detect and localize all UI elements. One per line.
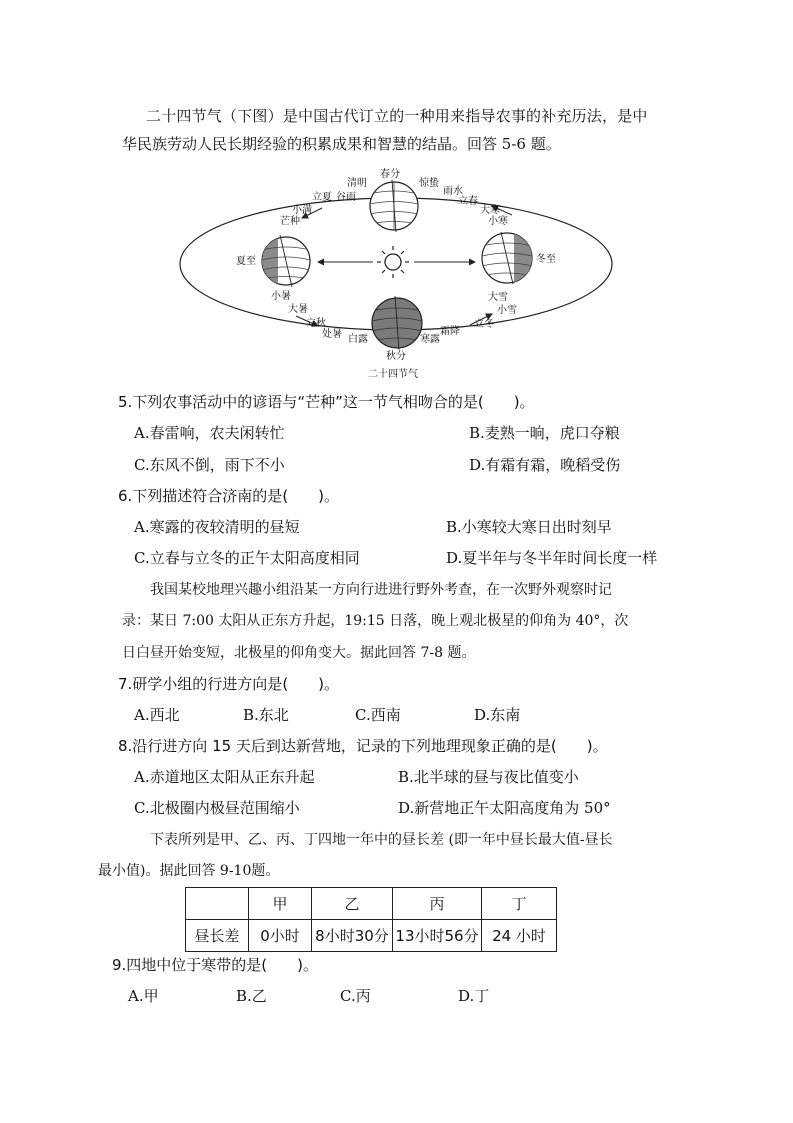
term-label: 清明	[347, 178, 367, 189]
q6-option-a[interactable]: A.寒露的夜较清明的昼短	[134, 518, 300, 536]
q9-option-b[interactable]: B.乙	[236, 987, 267, 1005]
q8-option-a[interactable]: A.赤道地区太阳从正东升起	[134, 768, 315, 786]
term-label: 处暑	[322, 329, 342, 340]
table-cell: 24 小时	[482, 920, 557, 952]
intro-2-line-1: 我国某校地理兴趣小组沿某一方向行进进行野外考查，在一次野外观察时记	[150, 582, 612, 598]
q7-option-b[interactable]: B.东北	[243, 706, 289, 724]
term-label: 小满	[292, 205, 312, 216]
term-label: 夏至	[236, 256, 256, 267]
term-label: 秋分	[386, 351, 406, 362]
figure-caption: 二十四节气	[368, 369, 418, 380]
earth-icon	[482, 232, 534, 284]
question-9-stem: 9.四地中位于寒带的是( )。	[112, 956, 319, 974]
intro-3-line-1: 下表所列是甲、乙、丙、丁四地一年中的昼长差 (即一年中昼长最大值-昼长	[150, 832, 613, 848]
q9-option-d[interactable]: D.丁	[458, 987, 490, 1005]
table-header-cell: 丁	[482, 888, 557, 920]
term-label: 大暑	[288, 304, 308, 315]
term-label: 大雪	[488, 292, 508, 303]
intro-1-line-1: 二十四节气（下图）是中国古代订立的一种用来指导农事的补充历法，是中	[146, 107, 648, 125]
intro-2-line-2: 录：某日 7:00 太阳从正东方升起，19:15 日落，晚上观北极星的仰角为 40°，次	[122, 613, 629, 629]
table-header-row	[186, 888, 557, 920]
table-cell: 0小时	[249, 920, 312, 952]
earth-icon	[262, 235, 310, 287]
q5-option-a[interactable]: A.春雷响，农夫闲转忙	[134, 424, 285, 442]
table-row	[186, 920, 557, 952]
intro-3-line-2: 最小值)。据此回答 9-10题。	[98, 863, 280, 879]
q9-option-c[interactable]: C.丙	[340, 987, 371, 1005]
question-8-stem: 8.沿行进方向 15 天后到达新营地，记录的下列地理现象正确的是( )。	[118, 737, 608, 755]
q7-option-a[interactable]: A.西北	[134, 706, 180, 724]
q7-option-c[interactable]: C.西南	[355, 706, 401, 724]
question-7-stem: 7.研学小组的行进方向是( )。	[118, 675, 340, 693]
term-label: 立秋	[306, 318, 326, 329]
term-label: 立夏	[312, 192, 332, 203]
term-label: 寒露	[420, 334, 440, 345]
q7-option-d[interactable]: D.东南	[474, 706, 521, 724]
term-label: 白露	[348, 334, 368, 345]
q6-option-c[interactable]: C.立春与立冬的正午太阳高度相同	[134, 549, 360, 567]
q5-option-d[interactable]: D.有霜有霜，晚稻受伤	[469, 456, 621, 474]
term-label: 小雪	[497, 305, 517, 316]
table-header-cell: 乙	[312, 888, 393, 920]
term-label: 冬至	[536, 254, 556, 265]
question-6-stem: 6.下列描述符合济南的是( )。	[118, 487, 340, 505]
table-header-cell	[186, 888, 249, 920]
term-label: 惊蛰	[419, 178, 439, 189]
table-cell: 13小时56分	[393, 920, 482, 952]
term-label: 立春	[458, 196, 478, 207]
q6-option-d[interactable]: D.夏半年与冬半年时间长度一样	[446, 549, 658, 567]
table-header-cell: 甲	[249, 888, 312, 920]
term-label: 立冬	[474, 319, 494, 330]
term-label: 芒种	[280, 216, 300, 227]
q6-option-b[interactable]: B.小寒较大寒日出时刻早	[446, 518, 612, 536]
earth-icon	[370, 180, 418, 232]
term-label: 大寒	[480, 205, 500, 216]
earth-icon	[372, 296, 422, 350]
term-label: 小寒	[488, 216, 508, 227]
table-row-label: 昼长差	[186, 920, 249, 952]
q8-option-c[interactable]: C.北极圈内极昼范围缩小	[134, 799, 300, 817]
term-label: 雨水	[443, 186, 463, 197]
q5-option-b[interactable]: B.麦熟一晌，虎口夺粮	[469, 424, 620, 442]
q8-option-b[interactable]: B.北半球的昼与夜比值变小	[398, 768, 579, 786]
term-label: 小暑	[271, 291, 291, 302]
q8-option-d[interactable]: D.新营地正午太阳高度角为 50°	[398, 799, 611, 817]
intro-1-line-2: 华民族劳动人民长期经验的积累成果和智慧的结晶。回答 5-6 题。	[122, 135, 561, 153]
table-cell: 8小时30分	[312, 920, 393, 952]
day-length-table	[185, 887, 557, 952]
term-label: 春分	[380, 169, 400, 180]
term-label: 谷雨	[336, 192, 356, 203]
question-5-stem: 5.下列农事活动中的谚语与“芒种”这一节气相吻合的是( )。	[118, 393, 535, 411]
q5-option-c[interactable]: C.东风不倒，雨下不小	[134, 456, 285, 474]
q9-option-a[interactable]: A.甲	[128, 987, 159, 1005]
table-header-cell: 丙	[393, 888, 482, 920]
sun-icon	[377, 246, 409, 278]
intro-2-line-3: 日白昼开始变短，北极星的仰角变大。据此回答 7-8 题。	[122, 645, 476, 661]
term-label: 霜降	[440, 326, 460, 337]
